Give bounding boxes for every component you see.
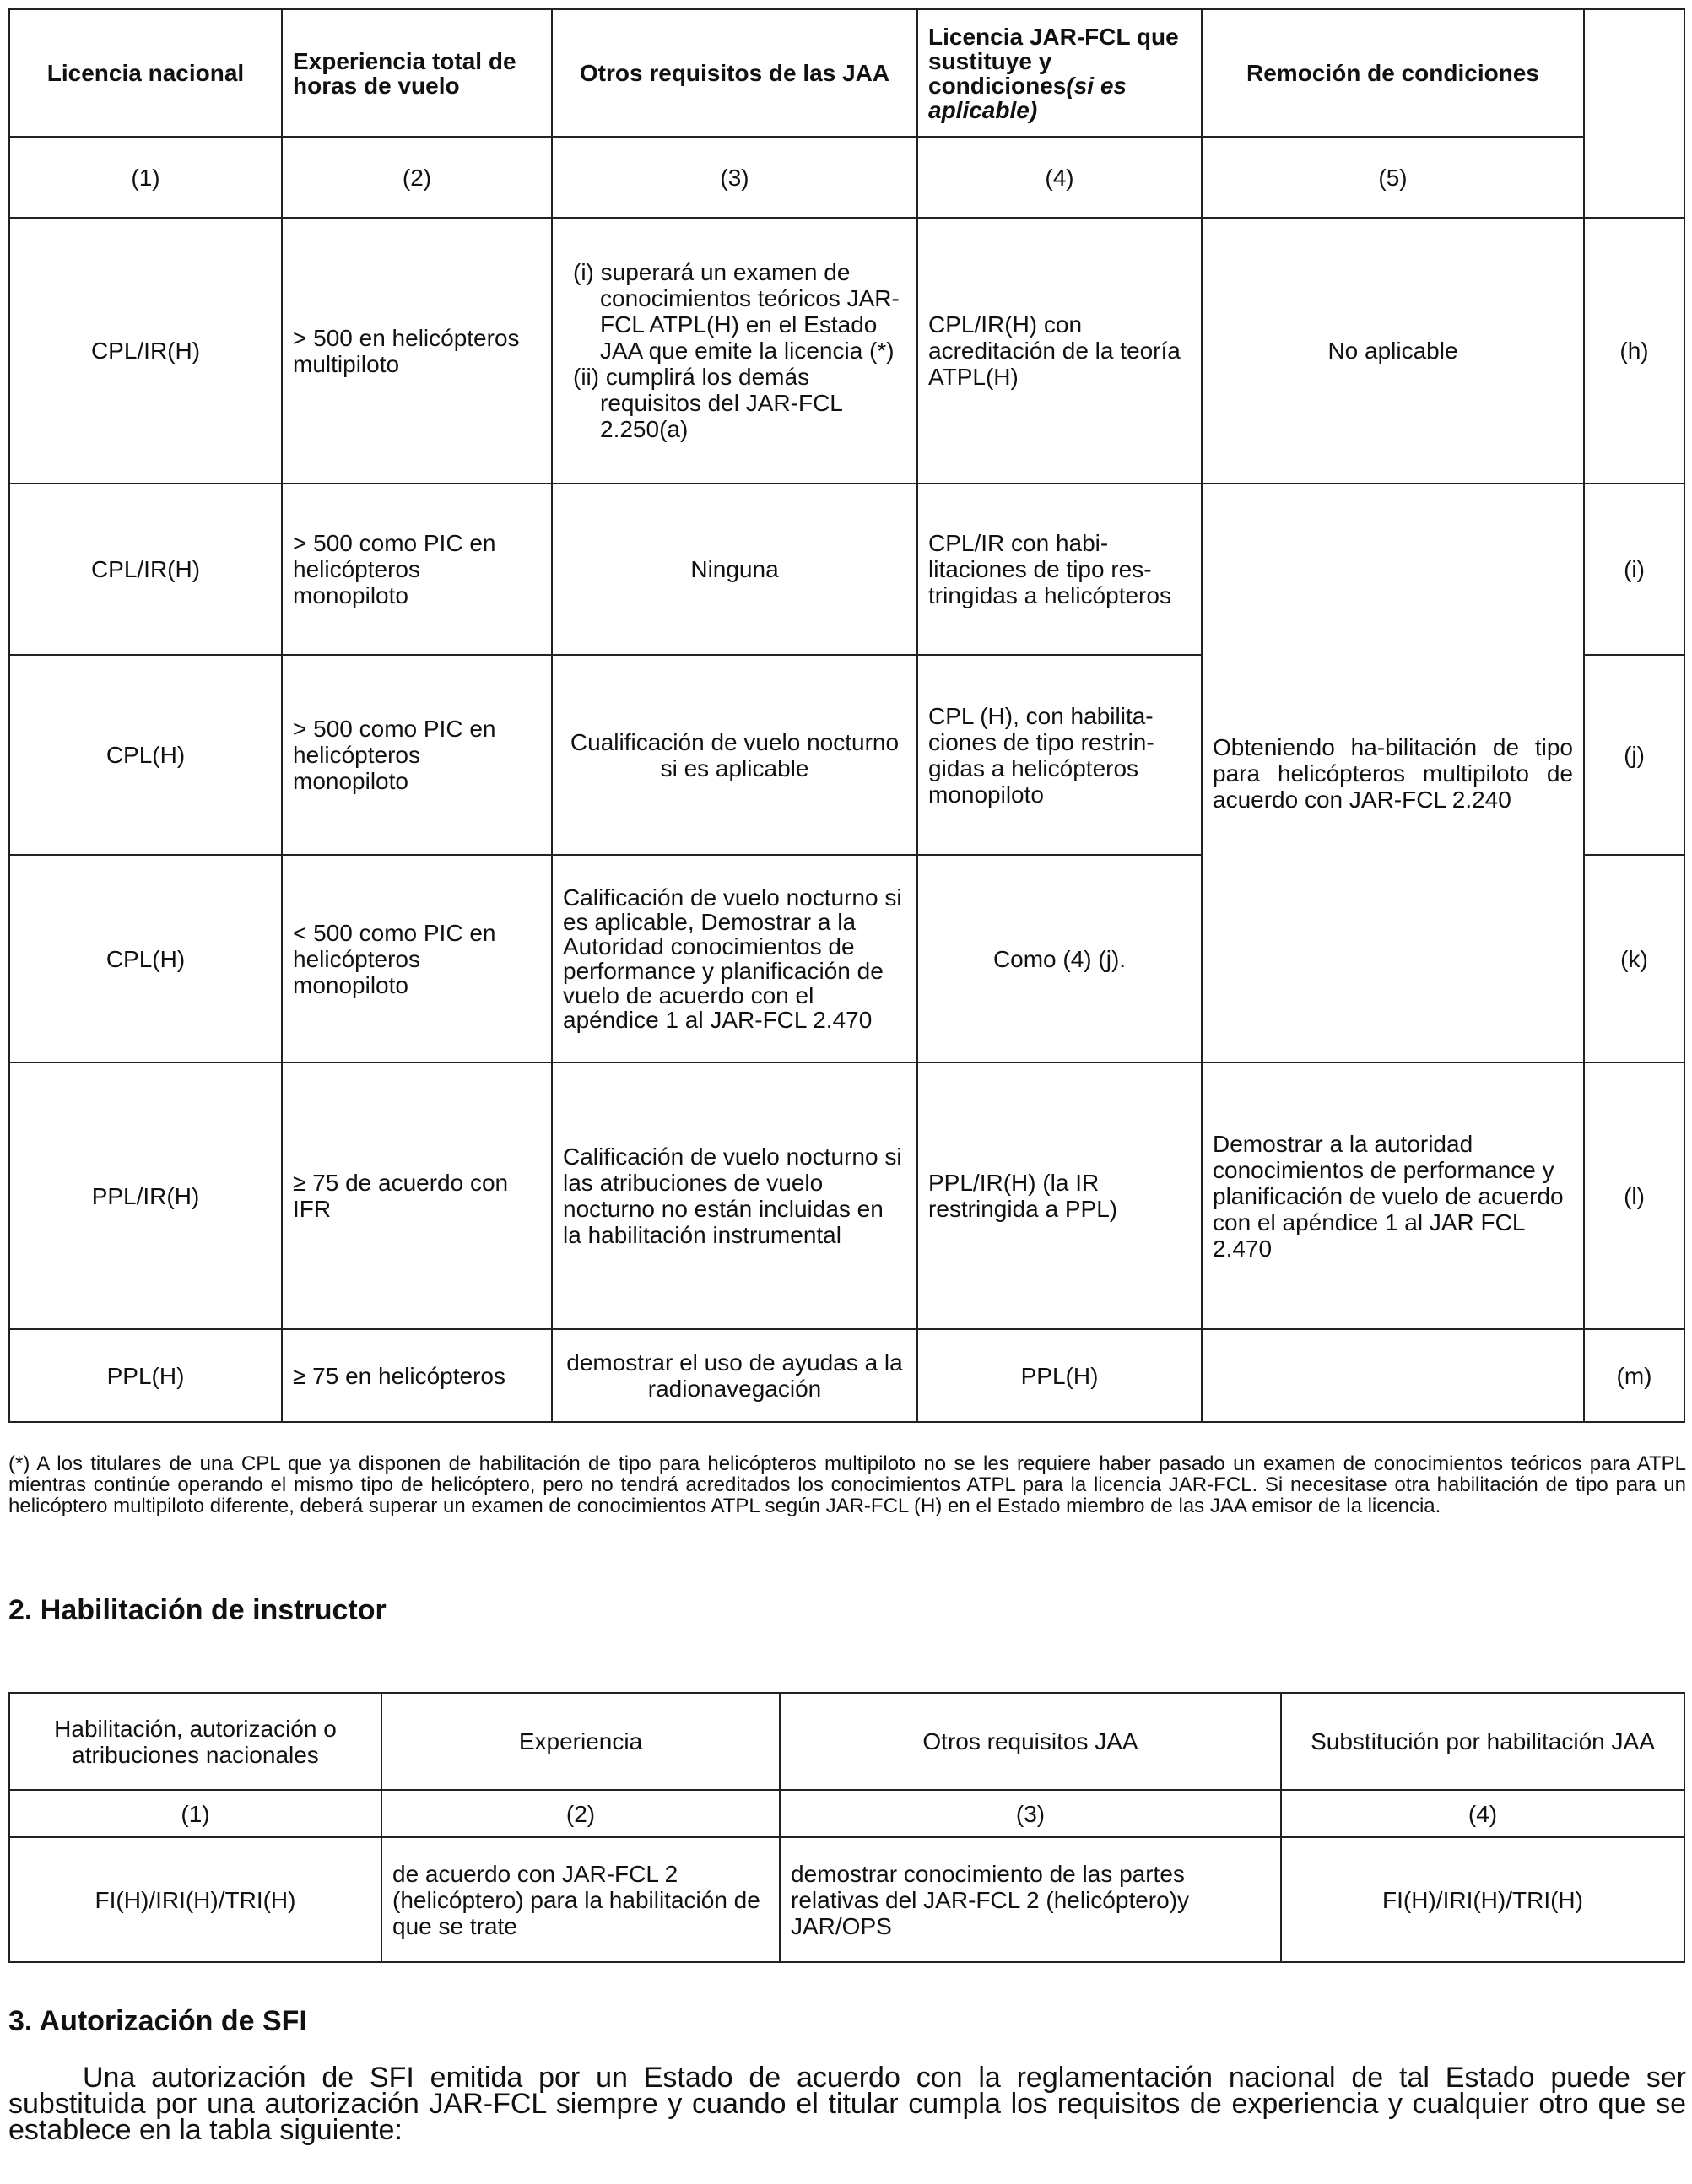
footnote: (*) A los titulares de una CPL que ya disponen de habilitación de tipo para helicópteros multipiloto no se les requiere haber pasado un examen de conocimientos teóricos para ATPL mientras continúe operando el mismo tipo de helicóptero, pero no tendrá acreditados los conocimientos ATPL para la licencia JAR-FCL. Si necesitase otra habilitación de tipo para un helicóptero multipiloto diferente, deberá superar un examen de conocimientos ATPL según JAR-FCL (H) en el Estado miembro de las JAA emisor de la licencia. [8, 1452, 1686, 1517]
experience-cell: > 500 en helicópteros multipiloto [282, 218, 552, 484]
experience-cell: de acuerdo con JAR-FCL 2 (helicóptero) para la habilitación de que se trate [381, 1837, 780, 1962]
header-total-experience: Experiencia total de horas de vuelo [282, 9, 552, 137]
experience-cell: ≥ 75 en helicópteros [282, 1329, 552, 1422]
header-substitute-license-note: (si es aplicable) [928, 72, 1127, 123]
column-number: (3) [780, 1790, 1281, 1837]
reference-cell: (k) [1584, 855, 1684, 1062]
removal-conditions-merged-cell: Obteniendo ha-bilitación de tipo para helicópteros multipiloto de acuerdo con JAR-FCL 2.240 [1202, 484, 1584, 1062]
removal-conditions-cell [1202, 1329, 1584, 1422]
header-substitute-license [917, 9, 1202, 137]
header-jaa-substitution: Substitución por habilitación JAA [1281, 1693, 1684, 1790]
national-license-cell: PPL/IR(H) [9, 1062, 282, 1329]
column-number: (4) [1281, 1790, 1684, 1837]
national-license-cell: CPL/IR(H) [9, 218, 282, 484]
national-license-cell: CPL/IR(H) [9, 484, 282, 655]
requirement-item: (i) superará un examen de conocimientos teóricos JAR-FCL ATPL(H) en el Estado JAA que emite la licencia (*) [573, 259, 900, 364]
header-national-license: Licencia nacional [9, 9, 282, 137]
section-3-paragraph: Una autorización de SFI emitida por un Estado de acuerdo con la reglamentación nacional de tal Estado puede ser substituida por una autorización JAR-FCL siempre y cuando el titular cumpla los requisitos de experiencia y cualquier otro que se establece en la tabla siguiente: [8, 2062, 1686, 2146]
section-3-title: 3. Autorización de SFI [8, 2005, 307, 2037]
national-rating-cell: FI(H)/IRI(H)/TRI(H) [9, 1837, 381, 1962]
column-number: (1) [9, 137, 282, 218]
header-empty-cell [1584, 9, 1684, 218]
requirements-cell: Ninguna [552, 484, 917, 655]
requirements-cell: Calificación de vuelo nocturno si las atribuciones de vuelo nocturno no están incluidas en la habilitación instrumental [552, 1062, 917, 1329]
substitute-license-cell: PPL(H) [917, 1329, 1202, 1422]
substitute-license-cell: PPL/IR(H) (la IR restringida a PPL) [917, 1062, 1202, 1329]
header-other-jaa-requirements: Otros requisitos JAA [780, 1693, 1281, 1790]
removal-conditions-cell: Demostrar a la autoridad conocimientos de performance y planificación de vuelo de acuerdo con el apéndice 1 al JAR FCL 2.470 [1202, 1062, 1584, 1329]
section-2-title: 2. Habilitación de instructor [8, 1594, 387, 1626]
reference-cell: (i) [1584, 484, 1684, 655]
header-other-requirements: Otros requisitos de las JAA [552, 9, 917, 137]
substitute-license-cell: CPL (H), con habilita-ciones de tipo restrin-gidas a helicópteros monopiloto [917, 655, 1202, 855]
conversion-table [8, 8, 1685, 1423]
requirements-cell: Cualificación de vuelo nocturno si es aplicable [552, 655, 917, 855]
national-license-cell: CPL(H) [9, 655, 282, 855]
substitute-license-cell: CPL/IR(H) con acreditación de la teoría ATPL(H) [917, 218, 1202, 484]
column-number: (5) [1202, 137, 1584, 218]
substitute-license-cell: Como (4) (j). [917, 855, 1202, 1062]
header-substitute-license-main: Licencia JAR-FCL que sustituye y condiciones [928, 23, 1179, 99]
column-number: (4) [917, 137, 1202, 218]
reference-cell: (h) [1584, 218, 1684, 484]
column-number: (1) [9, 1790, 381, 1837]
reference-cell: (l) [1584, 1062, 1684, 1329]
national-license-cell: CPL(H) [9, 855, 282, 1062]
experience-cell: ≥ 75 de acuerdo con IFR [282, 1062, 552, 1329]
requirements-cell: Calificación de vuelo nocturno si es aplicable, Demostrar a la Autoridad conocimientos de performance y planificación de vuelo de acuerdo con el apéndice 1 al JAR-FCL 2.470 [552, 855, 917, 1062]
national-license-cell: PPL(H) [9, 1329, 282, 1422]
column-number: (2) [381, 1790, 780, 1837]
substitute-license-cell: CPL/IR con habi-litaciones de tipo res-tringidas a helicópteros [917, 484, 1202, 655]
reference-cell: (j) [1584, 655, 1684, 855]
header-experience: Experiencia [381, 1693, 780, 1790]
requirements-cell [552, 218, 917, 484]
column-number: (3) [552, 137, 917, 218]
experience-cell: > 500 como PIC en helicópteros monopiloto [282, 484, 552, 655]
requirements-cell: demostrar el uso de ayudas a la radionavegación [552, 1329, 917, 1422]
substitution-cell: FI(H)/IRI(H)/TRI(H) [1281, 1837, 1684, 1962]
other-requirements-cell: demostrar conocimiento de las partes relativas del JAR-FCL 2 (helicóptero)y JAR/OPS [780, 1837, 1281, 1962]
instructor-rating-table [8, 1692, 1685, 1963]
reference-cell: (m) [1584, 1329, 1684, 1422]
removal-conditions-cell: No aplicable [1202, 218, 1584, 484]
header-removal-conditions: Remoción de condiciones [1202, 9, 1584, 137]
experience-cell: > 500 como PIC en helicópteros monopiloto [282, 655, 552, 855]
requirement-item: (ii) cumplirá los demás requisitos del JAR-FCL 2.250(a) [573, 364, 842, 442]
column-number: (2) [282, 137, 552, 218]
header-national-rating: Habilitación, autorización o atribuciones nacionales [9, 1693, 381, 1790]
experience-cell: < 500 como PIC en helicópteros monopiloto [282, 855, 552, 1062]
